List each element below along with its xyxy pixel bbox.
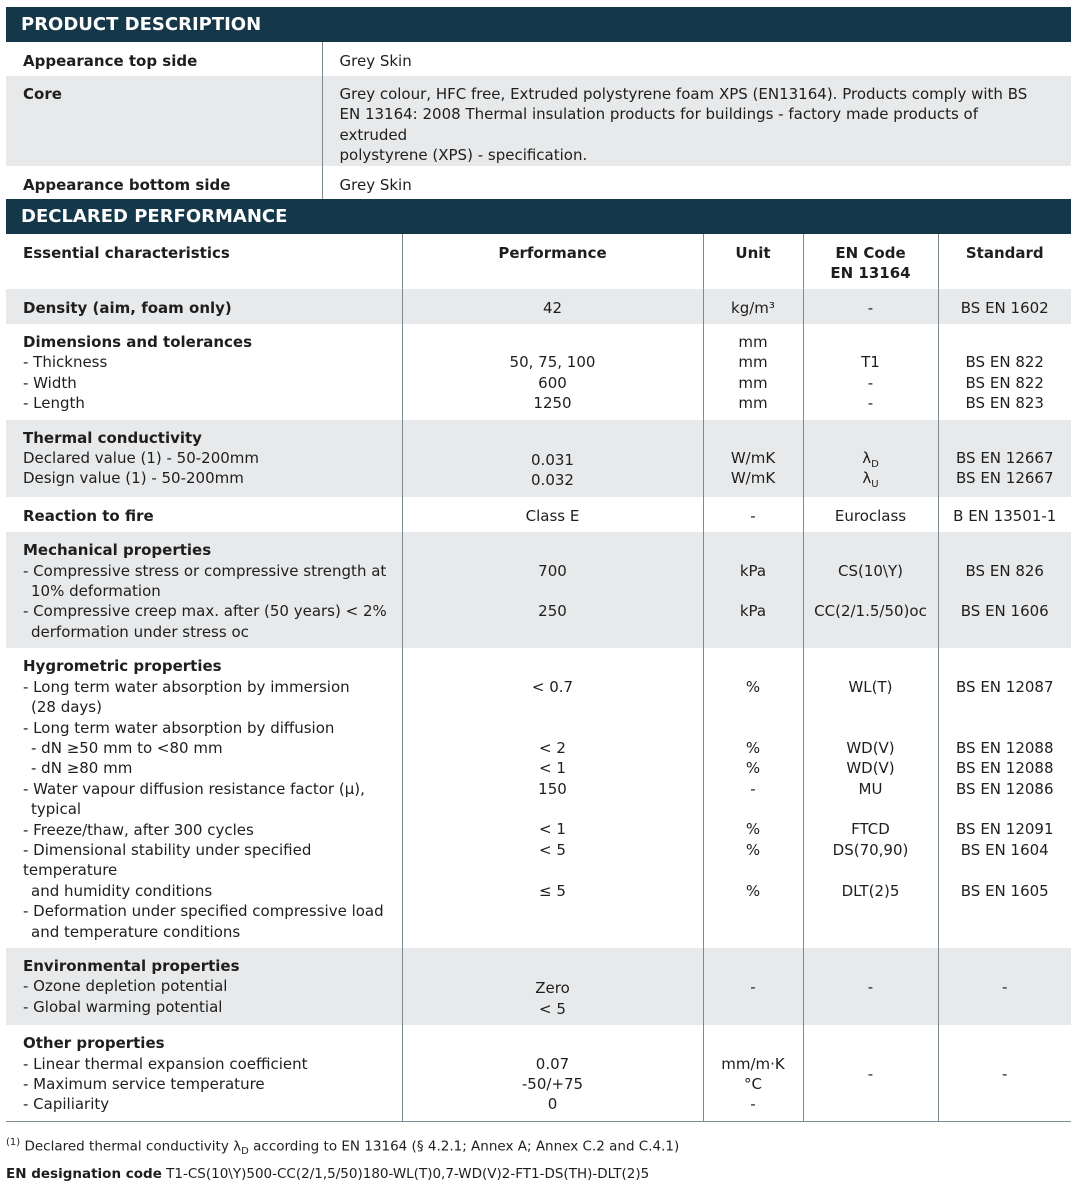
row-value	[322, 76, 1071, 166]
other-group	[6, 1025, 1071, 1121]
row-performance: 700	[538, 561, 567, 580]
header-en-code-line: EN 13164	[830, 264, 911, 283]
lambda-symbol: λ	[862, 449, 872, 468]
row-code: WD(V)	[846, 759, 895, 778]
core-line: EN 13164: 2008 Thermal insulation products for buildings - factory made products of extruded	[339, 105, 979, 144]
footnote-marker: (1)	[6, 1136, 21, 1148]
row-value: Grey Skin	[339, 175, 412, 194]
row-label: - Deformation under specified compressive load	[23, 902, 384, 921]
density-standard: BS EN 1602	[938, 289, 1071, 324]
row-standard: BS EN 12091	[956, 820, 1054, 839]
declared-performance-table	[6, 234, 1071, 1121]
row-code: DLT(2)5	[841, 881, 900, 900]
header-standard: Standard	[965, 243, 1044, 262]
row-standard: BS EN 12088	[956, 738, 1054, 757]
row-performance: 0.07	[535, 1054, 570, 1073]
spacer	[403, 332, 703, 352]
row-label: Declared value (1) - 50-200mm	[23, 449, 260, 468]
row-value: Grey Skin	[339, 52, 412, 70]
row-unit: W/mK	[730, 449, 776, 468]
row-standard: BS EN 822	[965, 373, 1044, 392]
group-title: Other properties	[23, 1034, 165, 1053]
row-label: - dN ≥50 mm to <80 mm	[31, 738, 223, 757]
row-unit: mm	[738, 373, 768, 392]
lambda-subscript: D	[871, 459, 879, 471]
spacer	[939, 332, 1072, 352]
row-label: Core	[6, 76, 322, 166]
row-label: Design value (1) - 50-200mm	[23, 469, 244, 488]
spacer	[403, 428, 703, 448]
environmental-group	[6, 948, 1071, 1025]
table-row	[6, 76, 1071, 166]
row-label-cont: 10% deformation	[31, 582, 161, 601]
header-performance: Performance	[402, 234, 703, 289]
row-label: - Thickness	[23, 353, 108, 372]
row-standard: BS EN 12088	[956, 759, 1054, 778]
row-standard: BS EN 1606	[960, 602, 1049, 621]
density-code: -	[803, 289, 938, 324]
row-standard: BS EN 12087	[956, 677, 1054, 696]
lambda-subscript: D	[241, 1146, 249, 1157]
table-row	[6, 42, 1071, 76]
row-unit: W/mK	[730, 469, 776, 488]
row-code: -	[867, 373, 874, 392]
row-standard: BS EN 12667	[956, 469, 1054, 488]
group-title: Mechanical properties	[23, 541, 212, 560]
spacer	[704, 428, 803, 448]
row-label: - Maximum service temperature	[23, 1075, 265, 1093]
row-performance: 600	[538, 373, 567, 392]
row-code: DS(70,90)	[832, 840, 909, 859]
declared-performance-heading: DECLARED PERFORMANCE	[6, 199, 1071, 234]
row-unit: %	[745, 677, 761, 696]
group-title: Thermal conductivity	[23, 428, 202, 447]
dimensions-group	[6, 324, 1071, 420]
row-unit: mm	[738, 353, 768, 372]
row-label: - dN ≥80 mm	[31, 759, 133, 778]
density-unit: kg/m³	[703, 289, 803, 324]
group-title: Environmental properties	[23, 956, 240, 975]
spacer	[804, 332, 938, 352]
row-label-cont: and temperature conditions	[31, 922, 241, 941]
spacer	[939, 428, 1072, 448]
fire-unit: -	[703, 497, 803, 532]
row-performance: < 5	[539, 840, 566, 859]
density-row	[6, 289, 1071, 324]
header-row	[6, 234, 1071, 289]
row-label: - Compressive stress or compressive strength at	[23, 561, 387, 580]
fire-performance: Class E	[402, 497, 703, 532]
table-bottom-rule	[6, 1121, 1071, 1122]
header-unit: Unit	[703, 234, 803, 289]
lambda-symbol: λ	[233, 1138, 242, 1155]
row-unit: °C	[744, 1074, 762, 1093]
row-standard: BS EN 12086	[956, 779, 1054, 798]
row-label: - Compressive creep max. after (50 years) < 2%	[23, 602, 387, 621]
row-label-cont: and humidity conditions	[31, 881, 213, 900]
fire-row	[6, 497, 1071, 532]
row-code: WL(T)	[848, 677, 893, 696]
designation-code	[6, 1163, 1071, 1185]
density-performance: 42	[402, 289, 703, 324]
row-performance: < 2	[539, 738, 566, 757]
row-performance: 0	[547, 1095, 558, 1114]
row-label: - Width	[23, 373, 77, 392]
group-title: Hygrometric properties	[23, 657, 222, 676]
footnote-text: Declared thermal conductivity	[24, 1138, 234, 1155]
lambda-subscript: U	[871, 479, 879, 491]
lambda-symbol: λ	[862, 469, 872, 488]
row-code: FTCD	[851, 820, 890, 839]
row-performance: ≤ 5	[539, 881, 566, 900]
row-code: MU	[858, 779, 883, 798]
row-standard: BS EN 826	[965, 561, 1044, 580]
row-standard: BS EN 1605	[960, 881, 1049, 900]
row-code: CC(2/1.5/50)oc	[814, 602, 927, 621]
row-performance: 0.032	[531, 471, 574, 490]
density-label: Density (aim, foam only)	[6, 289, 402, 324]
table-row	[6, 166, 1071, 199]
spacer	[804, 428, 938, 448]
row-unit: %	[745, 881, 761, 900]
thermal-group	[6, 420, 1071, 497]
row-performance: 150	[538, 779, 567, 798]
row-unit: %	[745, 820, 761, 839]
row-label: - Length	[23, 394, 85, 413]
row-performance: 0.031	[531, 451, 574, 470]
row-label-cont: typical	[31, 800, 82, 819]
row-performance: < 0.7	[531, 677, 574, 696]
environmental-code: -	[803, 948, 938, 1025]
row-unit: mm/m·K	[721, 1054, 785, 1073]
row-label: - Long term water absorption by diffusion	[23, 718, 335, 737]
row-unit: %	[745, 738, 761, 757]
row-label: Appearance top side	[6, 42, 322, 76]
row-performance: Zero	[535, 979, 570, 998]
row-label: - Capiliarity	[23, 1095, 110, 1114]
row-unit: mm	[738, 394, 768, 413]
row-standard: BS EN 823	[965, 394, 1044, 413]
environmental-standard: -	[938, 948, 1071, 1025]
row-performance: 1250	[533, 394, 572, 413]
row-performance: 50, 75, 100	[509, 353, 596, 372]
row-unit: %	[745, 759, 761, 778]
row-unit: kPa	[739, 561, 767, 580]
lambda-d-code	[804, 448, 938, 471]
environmental-unit: -	[703, 948, 803, 1025]
row-code: CS(10\Y)	[837, 561, 903, 580]
row-label: - Ozone depletion potential	[23, 977, 228, 996]
datasheet	[6, 7, 1071, 1185]
header-en-code	[803, 234, 938, 289]
row-label-cont: (28 days)	[31, 698, 102, 717]
header-en-code-line: EN Code	[835, 243, 906, 262]
row-label: - Freeze/thaw, after 300 cycles	[23, 820, 254, 839]
row-performance: < 1	[539, 759, 566, 778]
fire-standard: B EN 13501-1	[953, 506, 1057, 525]
product-description-table	[6, 42, 1071, 199]
core-line: Grey colour, HFC free, Extruded polystyrene foam XPS (EN13164). Products comply with BS	[339, 85, 1028, 103]
row-performance: < 1	[539, 820, 566, 839]
row-label: - Linear thermal expansion coefficient	[23, 1054, 308, 1073]
lambda-u-code	[804, 468, 938, 491]
other-code: -	[803, 1025, 938, 1121]
fire-label: Reaction to fire	[6, 497, 402, 532]
designation-label: EN designation code	[6, 1166, 162, 1183]
other-standard: -	[1002, 1064, 1008, 1083]
row-label: Appearance bottom side	[6, 166, 322, 199]
fire-code: Euroclass	[803, 497, 938, 532]
footnote-text: according to EN 13164 (§ 4.2.1; Annex A; Annex C.2 and C.4.1)	[248, 1138, 680, 1155]
row-standard: BS EN 1604	[960, 840, 1049, 859]
header-characteristics: Essential characteristics	[6, 234, 402, 289]
row-label: - Water vapour diffusion resistance factor (μ),	[23, 779, 365, 798]
product-description-heading: PRODUCT DESCRIPTION	[6, 7, 1071, 42]
designation-value: T1-CS(10\Y)500-CC(2/1,5/50)180-WL(T)0,7-WD(V)2-FT1-DS(TH)-DLT(2)5	[166, 1166, 650, 1183]
row-label: - Dimensional stability under specified temperature	[23, 840, 312, 880]
row-code: WD(V)	[846, 738, 895, 757]
row-label-cont: derformation under stress oc	[31, 622, 249, 641]
group-unit: mm	[738, 333, 768, 352]
row-unit: %	[745, 840, 761, 859]
row-label: - Global warming potential	[23, 997, 223, 1016]
row-performance: 250	[538, 602, 567, 621]
thermal-footnote	[6, 1132, 1071, 1158]
mechanical-group	[6, 532, 1071, 648]
row-unit: kPa	[739, 602, 767, 621]
group-title: Dimensions and tolerances	[23, 333, 253, 352]
row-standard: BS EN 12667	[956, 449, 1054, 468]
row-label: - Long term water absorption by immersion	[23, 677, 350, 696]
row-standard: BS EN 822	[965, 353, 1044, 372]
row-code: -	[867, 394, 874, 413]
row-unit: -	[750, 779, 756, 798]
row-unit: -	[750, 1095, 756, 1114]
row-performance: -50/+75	[521, 1074, 584, 1093]
hygrometric-group	[6, 648, 1071, 948]
footnotes	[6, 1132, 1071, 1185]
core-line: polystyrene (XPS) - specification.	[339, 146, 588, 165]
row-code: T1	[861, 353, 880, 372]
row-performance: < 5	[539, 999, 566, 1018]
